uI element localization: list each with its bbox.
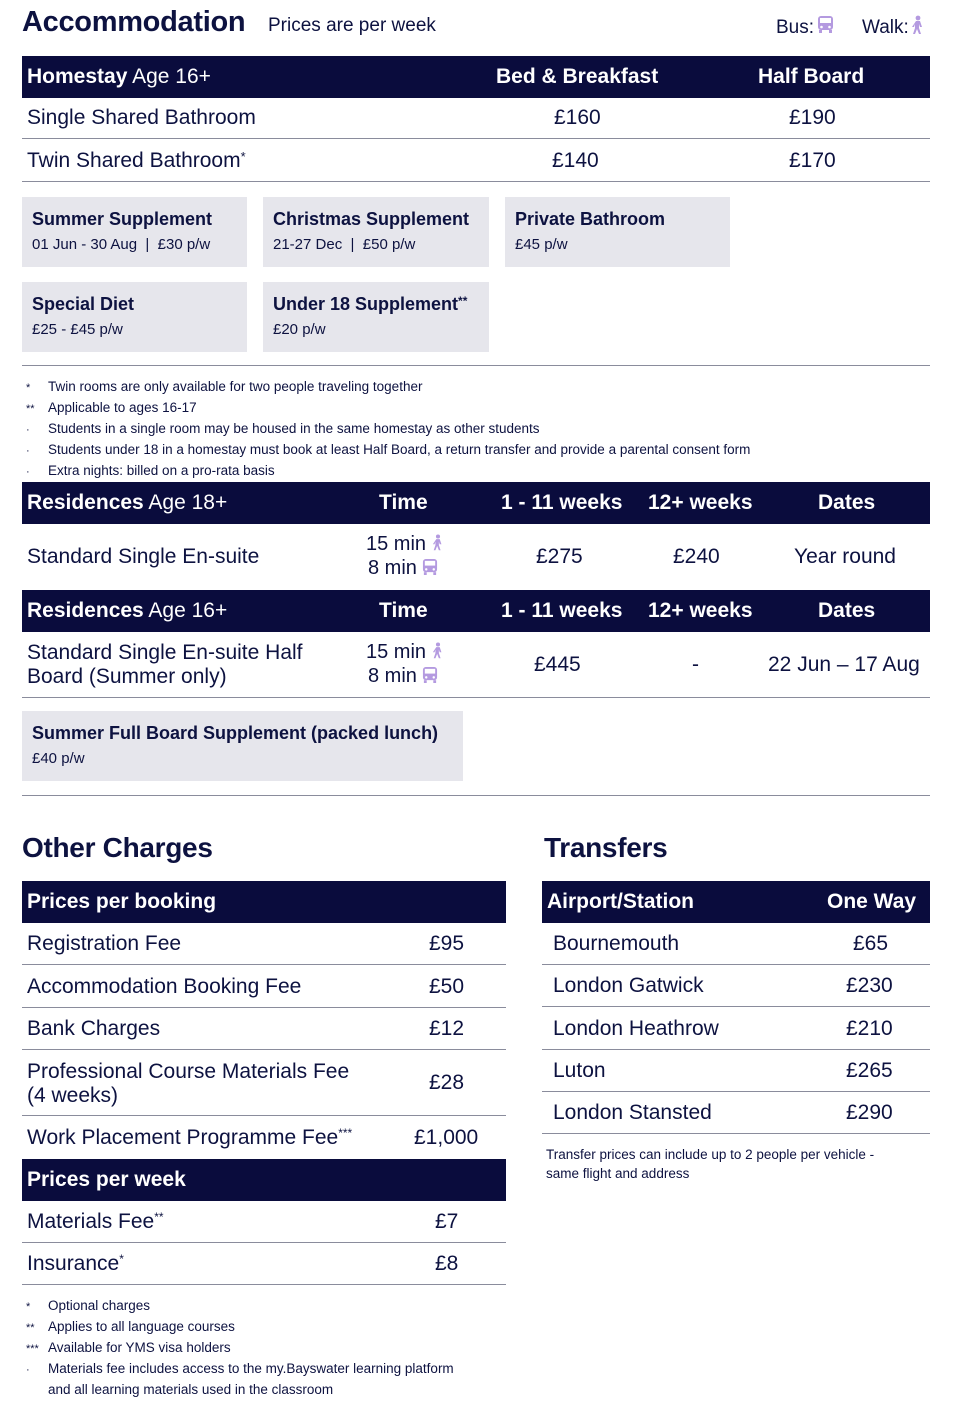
note-line: Transfer prices can include up to 2 people per vehicle -	[546, 1147, 875, 1162]
page-subtitle: Prices are per week	[268, 15, 436, 36]
note-line	[26, 440, 750, 461]
walk-icon	[432, 533, 444, 552]
walk-legend-label: Walk:	[862, 17, 909, 38]
transfers-note	[546, 1145, 874, 1183]
note-mark: **	[26, 403, 35, 415]
note-line	[26, 1317, 454, 1338]
page-title: Accommodation	[22, 6, 246, 38]
walk-time	[366, 533, 444, 556]
note-text: Available for YMS visa holders	[48, 1340, 231, 1355]
col-time: Time	[379, 599, 428, 622]
box-detail: 01 Jun - 30 Aug | £30 p/w	[32, 236, 211, 253]
box-title: Special Diet	[32, 294, 135, 314]
table-row	[22, 1201, 506, 1243]
col-12-weeks: 12+ weeks	[648, 599, 753, 622]
col-one-way: One Way	[827, 890, 917, 913]
table-row	[22, 632, 930, 698]
dates: Year round	[794, 545, 896, 568]
table-row	[22, 1117, 506, 1159]
bus-icon	[422, 666, 438, 684]
note-text: Applicable to ages 16-17	[48, 400, 197, 415]
prices-per-booking-label: Prices per booking	[27, 890, 217, 913]
price-1-11: £445	[534, 652, 581, 676]
note-line	[26, 1338, 454, 1359]
box-title-text: Under 18 Supplement	[273, 294, 459, 314]
table-row	[542, 923, 930, 965]
table-row	[542, 1008, 930, 1050]
table-row	[542, 1093, 930, 1134]
room-name: Single Shared Bathroom	[27, 106, 256, 129]
bus-time-text: 8 min	[368, 557, 417, 579]
hb-price: £170	[789, 148, 836, 172]
charge-name-text: Materials Fee	[27, 1209, 155, 1233]
price-12: £240	[673, 545, 720, 568]
bb-price: £160	[554, 106, 601, 129]
note-mark: ·	[26, 424, 30, 436]
note-mark: *	[26, 1301, 31, 1313]
homestay-notes	[26, 377, 750, 482]
christmas-supplement-box	[263, 197, 489, 267]
room-name	[27, 149, 246, 173]
other-charges-notes	[26, 1296, 454, 1399]
charge-price: £8	[435, 1252, 459, 1275]
residences18-header	[22, 482, 930, 524]
note-line	[26, 1296, 454, 1317]
note-text: Twin rooms are only available for two people traveling together	[48, 379, 423, 394]
col-dates: Dates	[818, 491, 876, 514]
prices-per-booking-header	[22, 881, 506, 923]
footnote-mark: *	[119, 1252, 124, 1266]
special-diet-box	[22, 282, 247, 352]
note-text: Applies to all language courses	[48, 1319, 235, 1334]
table-row	[542, 966, 930, 1007]
note-line	[26, 419, 750, 440]
residences18-title-rest: Age 18+	[143, 491, 228, 514]
station-name: London Stansted	[553, 1101, 712, 1124]
bb-price: £140	[552, 148, 599, 172]
residences16-title-rest: Age 16+	[143, 599, 228, 622]
bus-icon	[422, 558, 438, 576]
table-row	[22, 1244, 506, 1285]
charge-name-line1: Professional Course Materials Fee	[27, 1060, 350, 1083]
bus-icon	[817, 15, 834, 40]
col-dates: Dates	[818, 599, 876, 622]
residences18-title-bold: Residences	[27, 491, 144, 514]
room-name-line1: Standard Single En-suite Half	[27, 641, 303, 664]
box-detail: £40 p/w	[32, 750, 85, 767]
charge-name	[27, 1126, 352, 1150]
note-line: same flight and address	[546, 1166, 690, 1181]
bus-legend-label: Bus:	[776, 16, 815, 38]
charge-name: Registration Fee	[27, 931, 182, 955]
charge-name-text: Work Placement Programme Fee	[27, 1126, 339, 1149]
box-detail: £25 - £45 p/w	[32, 321, 123, 338]
note-text: Students in a single room may be housed in the same homestay as other students	[48, 421, 540, 436]
divider	[22, 365, 930, 366]
note-text: and all learning materials used in the classroom	[48, 1382, 334, 1397]
station-name: Bournemouth	[553, 931, 680, 955]
price-1-11: £275	[536, 545, 583, 568]
table-row	[22, 98, 930, 139]
room-name: Standard Single En-suite	[27, 545, 260, 568]
room-name	[27, 641, 303, 689]
box-title: Private Bathroom	[515, 209, 666, 229]
charge-price: £7	[435, 1209, 459, 1233]
box-title: Summer Supplement	[32, 209, 213, 229]
homestay-title	[27, 65, 211, 89]
bus-legend	[776, 15, 834, 40]
full-board-supplement-box	[22, 711, 463, 781]
note-line	[26, 1380, 454, 1399]
residences16-title	[27, 599, 227, 623]
note-line	[26, 398, 750, 419]
note-mark: ·	[26, 466, 30, 478]
transfer-price: £290	[846, 1101, 893, 1124]
walk-icon	[911, 15, 925, 41]
note-text: Students under 18 in a homestay must book at least Half Board, a return transfer and provide a parental consent form	[48, 442, 751, 457]
room-name-line2: Board (Summer only)	[27, 665, 227, 688]
hb-price: £190	[789, 106, 836, 129]
footnote-mark: **	[154, 1209, 164, 1224]
charge-price: £95	[429, 931, 465, 955]
note-line	[26, 461, 750, 482]
transfer-price: £65	[853, 931, 889, 955]
box-detail: £20 p/w	[273, 321, 326, 338]
homestay-header	[22, 56, 930, 98]
table-row	[542, 1051, 930, 1092]
note-text: Optional charges	[48, 1298, 151, 1313]
note-mark: **	[26, 1322, 35, 1334]
charge-price: £12	[429, 1017, 465, 1040]
transfer-price: £230	[846, 974, 893, 997]
prices-per-week-header	[22, 1159, 506, 1201]
transfer-price: £265	[846, 1059, 893, 1082]
note-mark: ***	[26, 1343, 39, 1355]
note-text: Materials fee includes access to the my.Bayswater learning platform	[48, 1361, 454, 1376]
note-line	[26, 1359, 454, 1380]
table-row	[22, 1009, 506, 1050]
price-12: -	[692, 652, 699, 676]
col-time: Time	[379, 491, 428, 514]
walk-time-text: 15 min	[366, 641, 427, 663]
walk-legend	[862, 15, 925, 41]
footnote-mark: *	[240, 148, 246, 164]
station-name: London Gatwick	[553, 974, 704, 997]
charge-name-line2: (4 weeks)	[27, 1084, 119, 1107]
under18-supplement-box	[263, 282, 489, 352]
box-title	[273, 294, 479, 315]
charge-name-text: Insurance	[27, 1252, 120, 1275]
prices-per-week-label: Prices per week	[27, 1168, 186, 1191]
transfer-price: £210	[846, 1016, 893, 1040]
note-line	[26, 377, 750, 398]
private-bathroom-box	[505, 197, 730, 267]
transfers-header	[542, 881, 930, 923]
divider	[22, 795, 930, 796]
box-title: Christmas Supplement	[273, 209, 470, 229]
charge-price: £28	[429, 1071, 465, 1094]
bus-time	[368, 557, 438, 580]
footnote-mark: ***	[338, 1126, 353, 1140]
note-mark: ·	[26, 1364, 30, 1376]
col-1-11-weeks: 1 - 11 weeks	[501, 599, 623, 622]
table-row	[22, 966, 506, 1008]
col-12-weeks: 12+ weeks	[648, 491, 753, 514]
box-title: Summer Full Board Supplement (packed lunch)	[32, 723, 439, 743]
charge-price: £50	[429, 974, 465, 998]
homestay-title-bold: Homestay	[27, 65, 128, 88]
charge-name: Accommodation Booking Fee	[27, 974, 302, 998]
col-1-11-weeks: 1 - 11 weeks	[501, 491, 623, 514]
station-name: Luton	[553, 1059, 606, 1082]
residences16-title-bold: Residences	[27, 599, 144, 622]
station-name: London Heathrow	[553, 1016, 719, 1040]
charge-price: £1,000	[414, 1126, 479, 1149]
other-charges-title: Other Charges	[22, 832, 213, 863]
walk-icon	[432, 641, 444, 660]
table-row	[22, 923, 506, 965]
residences16-header	[22, 590, 930, 632]
note-mark: ·	[26, 445, 30, 457]
bus-time	[368, 665, 438, 688]
note-text: Extra nights: billed on a pro-rata basis	[48, 463, 275, 478]
room-name-text: Twin Shared Bathroom	[27, 148, 241, 172]
charge-name	[27, 1060, 349, 1108]
transfers-title: Transfers	[544, 832, 668, 863]
bus-time-text: 8 min	[368, 665, 417, 687]
box-detail: 21-27 Dec | £50 p/w	[273, 236, 416, 253]
dates: 22 Jun – 17 Aug	[768, 652, 920, 676]
residences18-title	[27, 491, 227, 515]
table-row	[22, 524, 930, 590]
homestay-title-rest: Age 16+	[127, 65, 211, 88]
box-detail: £45 p/w	[515, 236, 568, 253]
charge-name: Bank Charges	[27, 1017, 161, 1040]
note-mark: *	[26, 382, 31, 394]
charge-name	[27, 1252, 124, 1276]
table-row	[22, 1051, 506, 1116]
walk-time-text: 15 min	[366, 533, 427, 555]
footnote-mark: **	[458, 294, 468, 308]
table-row	[22, 140, 930, 182]
walk-time	[366, 641, 444, 664]
col-bed-breakfast: Bed & Breakfast	[496, 65, 659, 88]
col-airport-station: Airport/Station	[547, 890, 694, 913]
summer-supplement-box	[22, 197, 247, 267]
col-half-board: Half Board	[758, 65, 865, 88]
charge-name	[27, 1210, 164, 1234]
